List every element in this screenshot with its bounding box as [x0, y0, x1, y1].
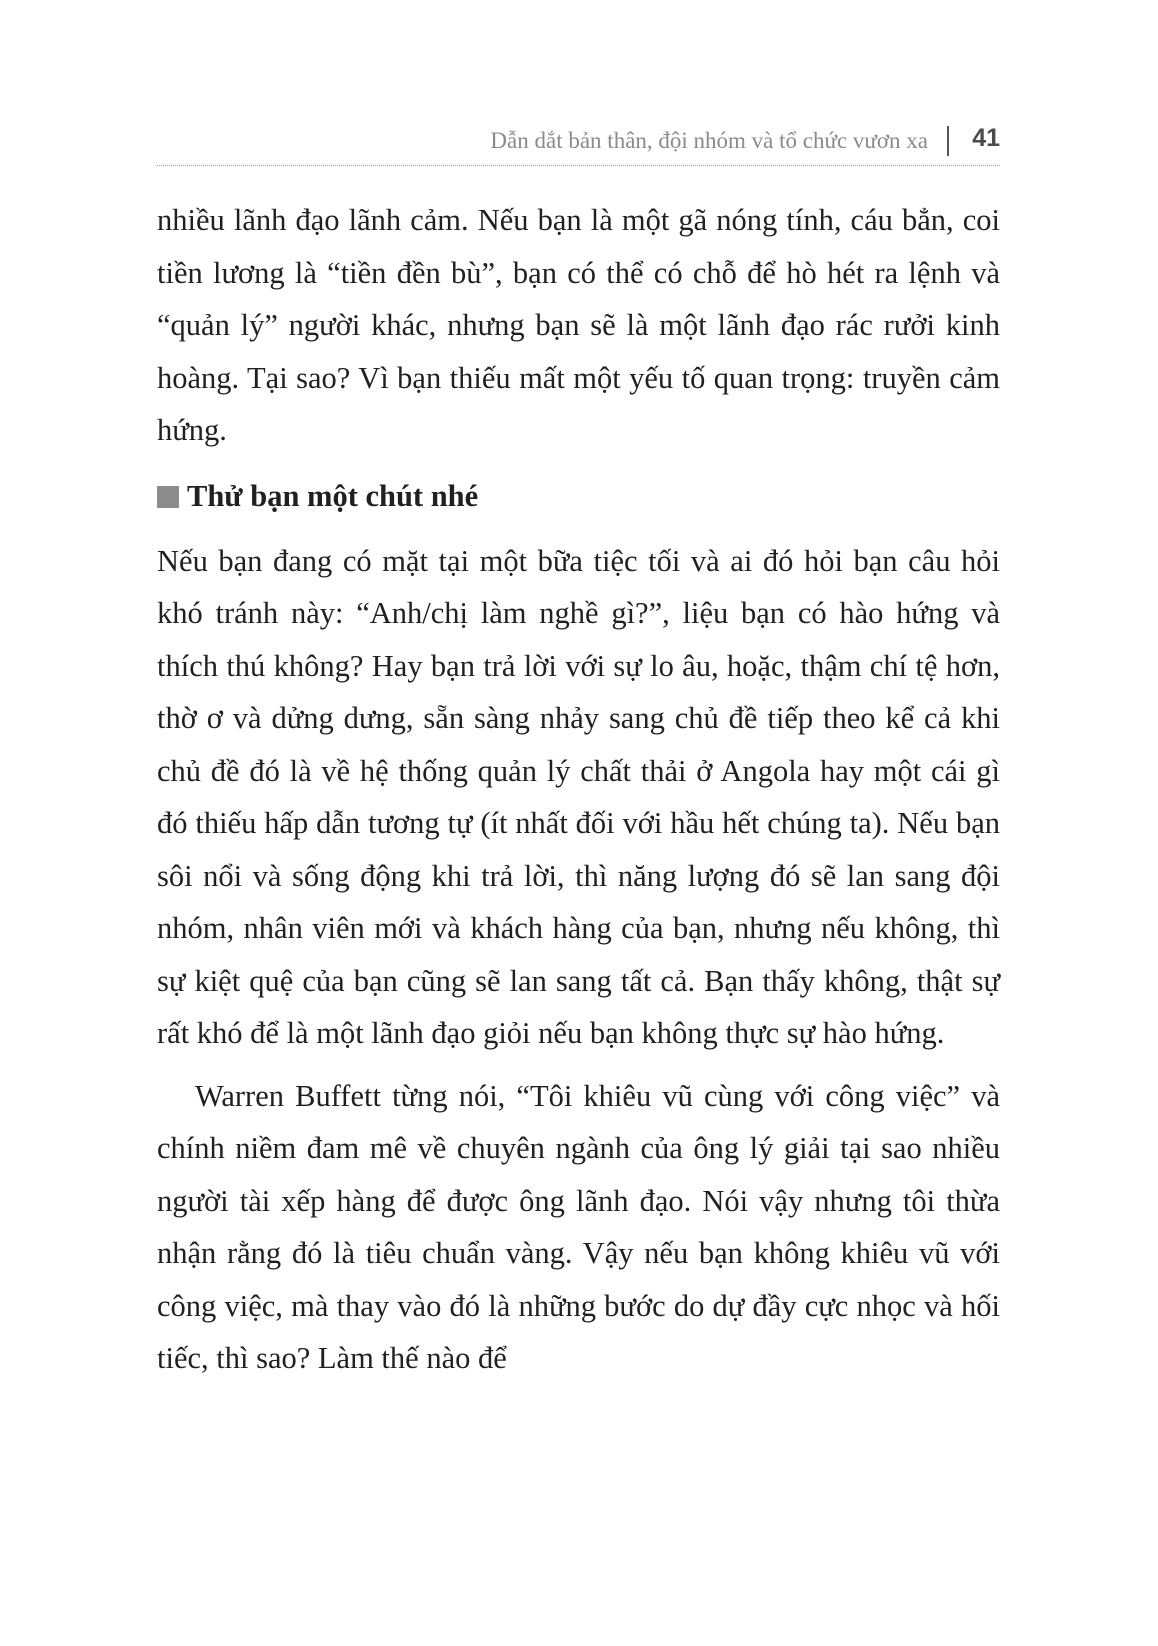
section-heading: [157, 467, 1000, 527]
paragraph-1: nhiều lãnh đạo lãnh cảm. Nếu bạn là một gã nóng tính, cáu bẳn, coi tiền lương là “tiền đền bù”, bạn có thể có chỗ để hò hét ra lệnh và “quản lý” người khác, nhưng bạn sẽ là một lãnh đạo rác rưởi kinh hoàng. Tại sao? Vì bạn thiếu mất một yếu tố quan trọng: truyền cảm hứng.: [157, 203, 1000, 447]
paragraph-2: Nếu bạn đang có mặt tại một bữa tiệc tối và ai đó hỏi bạn câu hỏi khó tránh này: “Anh/chị làm nghề gì?”, liệu bạn có hào hứng và thích thú không? Hay bạn trả lời với sự lo âu, hoặc, thậm chí tệ hơn, thờ ơ và dửng dưng, sẵn sàng nhảy sang chủ đề tiếp theo kể cả khi chủ đề đó là về hệ thống quản lý chất thải ở Angola hay một cái gì đó thiếu hấp dẫn tương tự (ít nhất đối với hầu hết chúng ta). Nếu bạn sôi nổi và sống động khi trả lời, thì năng lượng đó sẽ lan sang đội nhóm, nhân viên mới và khách hàng của bạn, nhưng nếu không, thì sự kiệt quệ của bạn cũng sẽ lan sang tất cả. Bạn thấy không, thật sự rất khó để là một lãnh đạo giỏi nếu bạn không thực sự hào hứng.: [157, 543, 1000, 1050]
section-heading-text: Thử bạn một chút nhé: [187, 479, 479, 514]
page-number: 41: [972, 124, 1000, 152]
heading-square-icon: [157, 486, 179, 508]
header-separator: [947, 126, 949, 156]
body-text: [157, 194, 1000, 1385]
header-title: Dẫn dắt bản thân, đội nhóm và tổ chức vươn xa: [490, 128, 928, 153]
running-header: [157, 118, 1000, 166]
paragraph-3: Warren Buffett từng nói, “Tôi khiêu vũ cùng với công việc” và chính niềm đam mê về chuyên ngành của ông lý giải tại sao nhiều người tài xếp hàng để được ông lãnh đạo. Nói vậy nhưng tôi thừa nhận rằng đó là tiêu chuẩn vàng. Vậy nếu bạn không khiêu vũ với công việc, mà thay vào đó là những bước do dự đầy cực nhọc và hối tiếc, thì sao? Làm thế nào để: [157, 1078, 1000, 1375]
